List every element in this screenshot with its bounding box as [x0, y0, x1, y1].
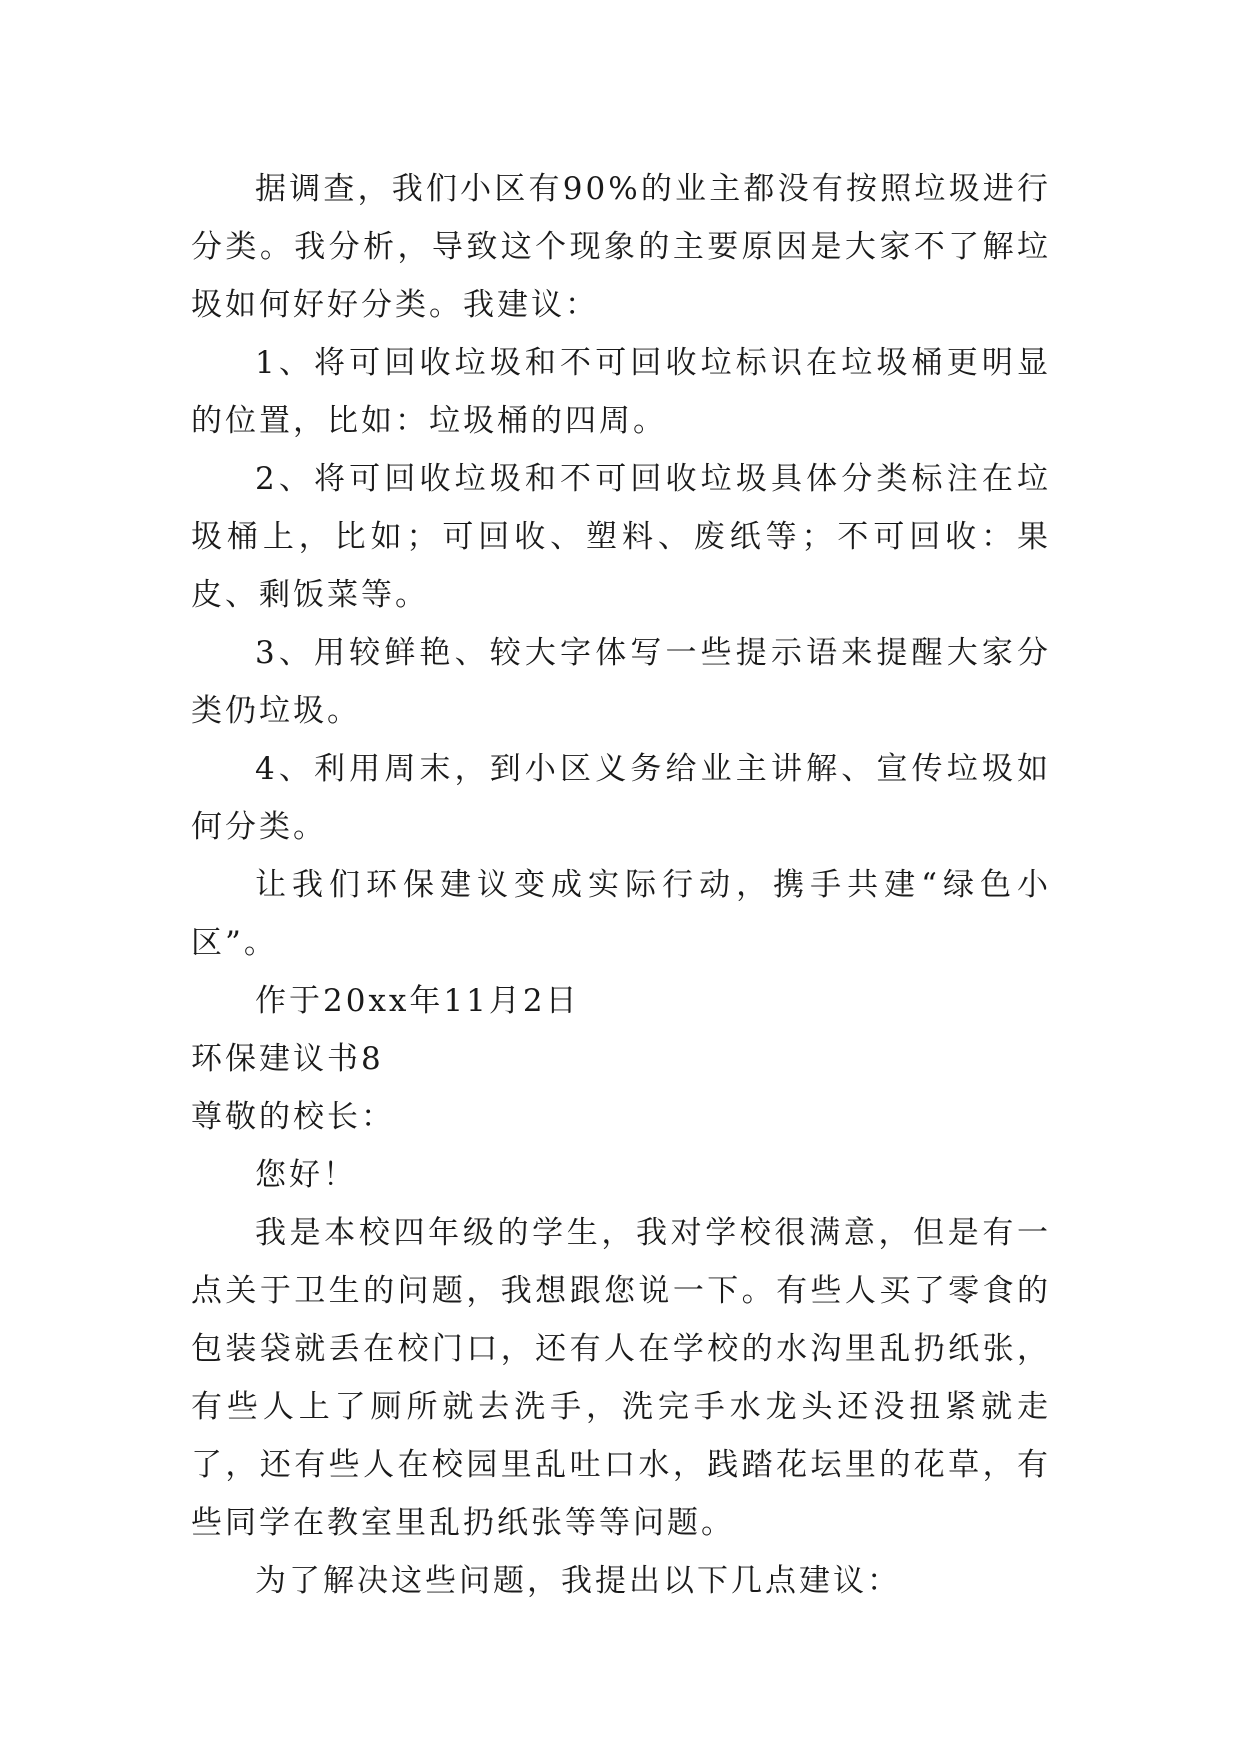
salutation: 尊敬的校长：	[191, 1099, 395, 1135]
paragraph-suggestion-1: 1、将可回收垃圾和不可回收垃标识在垃圾桶更明显的位置，比如：垃圾桶的四周。	[191, 345, 1051, 439]
greeting: 您好！	[255, 1157, 357, 1193]
paragraph-suggestion-4: 4、利用周末，到小区义务给业主讲解、宣传垃圾如何分类。	[191, 751, 1051, 845]
paragraph-suggestion-3: 3、用较鲜艳、较大字体写一些提示语来提醒大家分类仍垃圾。	[191, 635, 1051, 729]
document-body	[191, 160, 1051, 1610]
paragraph-survey: 据调查，我们小区有90%的业主都没有按照垃圾进行分类。我分析，导致这个现象的主要原因是大家不了解垃圾如何好好分类。我建议：	[191, 171, 1051, 323]
paragraph-proposal-intro: 为了解决这些问题，我提出以下几点建议：	[255, 1563, 901, 1599]
paragraph-date: 作于20xx年11月2日	[255, 983, 580, 1019]
paragraph-call-to-action: 让我们环保建议变成实际行动，携手共建“绿色小区”。	[191, 867, 1051, 961]
section-heading: 环保建议书8	[191, 1041, 384, 1077]
paragraph-problems: 我是本校四年级的学生，我对学校很满意，但是有一点关于卫生的问题，我想跟您说一下。有些人买了零食的包装袋就丢在校门口，还有人在学校的水沟里乱扔纸张，有些人上了厕所就去洗手，洗完手水龙头还没扭紧就走了，还有些人在校园里乱吐口水，践踏花坛里的花草，有些同学在教室里乱扔纸张等等问题。	[191, 1215, 1051, 1541]
paragraph-suggestion-2: 2、将可回收垃圾和不可回收垃圾具体分类标注在垃圾桶上，比如；可回收、塑料、废纸等；不可回收：果皮、剩饭菜等。	[191, 461, 1051, 613]
